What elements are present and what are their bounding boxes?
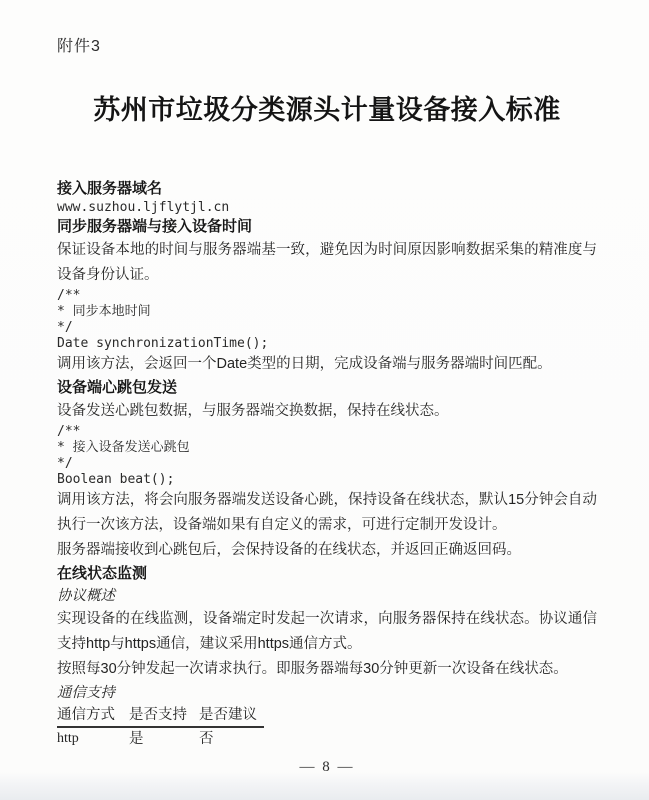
- online-status-paragraph-1: 实现设备的在线监测，设备端定时发起一次请求，向服务器保持在线状态。协议通信支持http与https通信，建议采用https通信方式。: [57, 611, 597, 652]
- table-header-recommended: 是否建议: [199, 707, 257, 723]
- code-signature-beat: Boolean beat();: [57, 472, 175, 487]
- subheading-communication-support: 通信支持: [57, 685, 115, 701]
- section-heading-time-sync: 同步服务器端与接入设备时间: [57, 218, 253, 235]
- table-cell-http-supported: 是: [129, 731, 144, 747]
- time-sync-code-block: [57, 288, 597, 352]
- code-comment-close: */: [57, 320, 73, 335]
- code-comment-open: /**: [57, 288, 81, 303]
- section-heading-online-status: 在线状态监测: [57, 565, 148, 582]
- heartbeat-outro-paragraph-1: 调用该方法，将会向服务器端发送设备心跳，保持设备在线状态，默认15分钟会自动执行一次该方法，设备端如果有自定义的需求，可进行定制开发设计。: [57, 492, 597, 533]
- page-number: — 8 —: [299, 759, 355, 775]
- table-cell-http-recommended: 否: [199, 731, 214, 747]
- time-sync-outro-paragraph: 调用该方法，会返回一个Date类型的日期，完成设备端与服务器端时间匹配。: [57, 356, 552, 372]
- heartbeat-code-block: [57, 424, 597, 488]
- table-header-comm-method: 通信方式: [57, 707, 115, 723]
- section-heading-server-domain: 接入服务器域名: [57, 180, 163, 197]
- online-status-paragraph-2: 按照每30分钟发起一次请求执行。即服务器端每30分钟更新一次设备在线状态。: [57, 661, 568, 677]
- comm-support-table-header-row: [57, 704, 264, 728]
- subheading-protocol-overview: 协议概述: [57, 588, 115, 604]
- table-header-supported: 是否支持: [129, 707, 187, 723]
- heartbeat-outro-paragraph-2: 服务器端接收到心跳包后，会保持设备的在线状态，并返回正确返回码。: [57, 542, 521, 558]
- comm-support-table-row-http: [57, 728, 597, 750]
- attachment-label: 附件3: [57, 38, 101, 55]
- code-signature-synchronization-time: Date synchronizationTime();: [57, 336, 269, 351]
- code-comment-body: * 同步本地时间: [57, 304, 151, 319]
- heartbeat-intro-paragraph: 设备发送心跳包数据，与服务器端交换数据，保持在线状态。: [57, 403, 449, 419]
- section-heading-heartbeat: 设备端心跳包发送: [57, 379, 178, 396]
- time-sync-intro-paragraph: 保证设备本地的时间与服务器端基一致，避免因为时间原因影响数据采集的精准度与设备身份认证。: [57, 242, 597, 283]
- server-domain-url: www.suzhou.ljflytjl.cn: [57, 200, 230, 215]
- comm-support-table: [57, 704, 597, 750]
- table-cell-method-http: http: [57, 731, 79, 746]
- code-comment-open: /**: [57, 424, 81, 439]
- document-title: 苏州市垃圾分类源头计量设备接入标准: [93, 95, 561, 125]
- code-comment-body: * 接入设备发送心跳包: [57, 440, 190, 455]
- code-comment-close: */: [57, 456, 73, 471]
